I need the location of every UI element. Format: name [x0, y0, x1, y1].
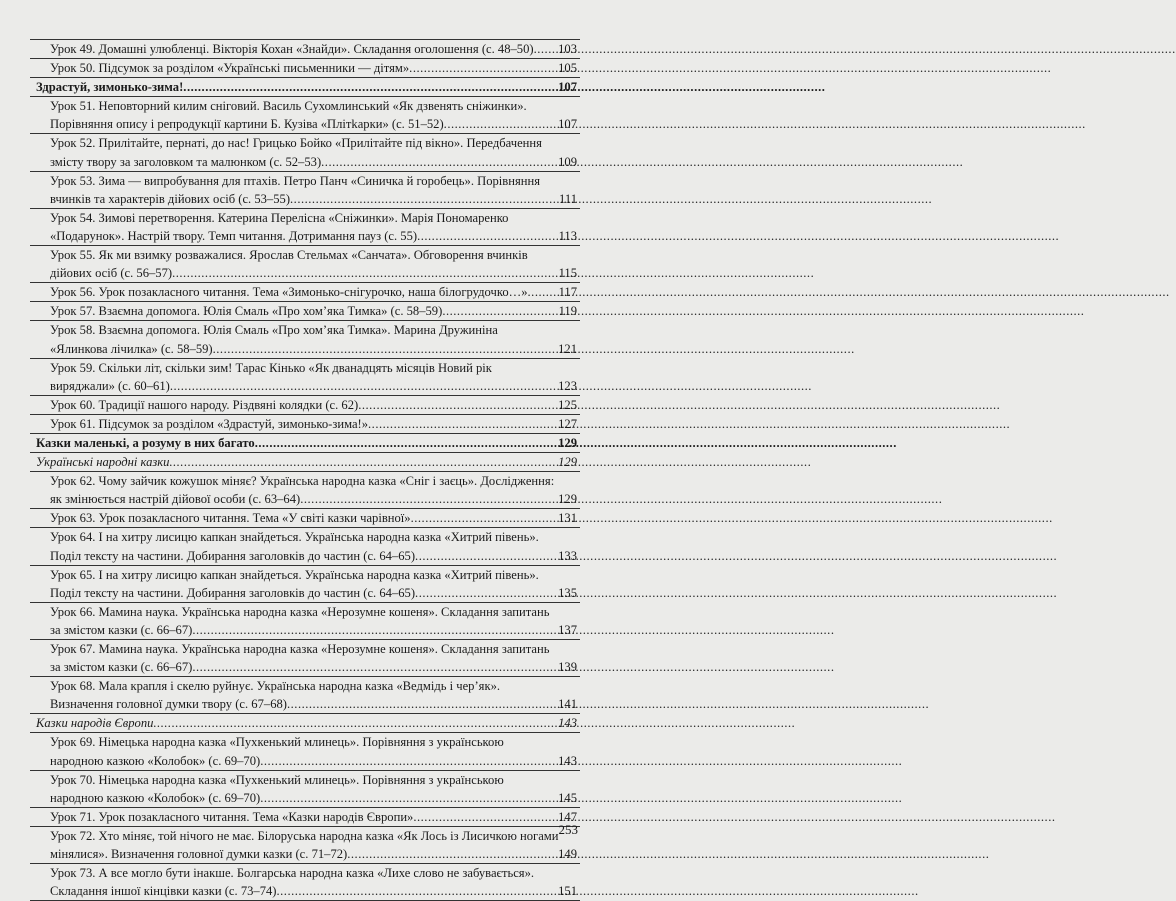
toc-entry-line [50, 566, 557, 584]
toc-section-row [30, 78, 580, 97]
toc-entry-line [50, 321, 557, 339]
toc-entry-line [50, 134, 557, 152]
toc-row [30, 864, 580, 901]
toc-entry-text [50, 472, 557, 508]
toc-page-number: 127 [558, 416, 577, 431]
toc-entry-line-text: Урок 65. І на хитру лисицю капкан знайдеться. Українська народна казка «Хитрий півень». [50, 567, 539, 582]
toc-entry-line-text: Поділ тексту на частини. Добирання заголовків до частин (с. 64–65) [50, 548, 416, 563]
toc-entry-line-text: Порівняння опису і репродукції картини Б. Кузіва «Плітkарки» (с. 51–52) [50, 117, 444, 132]
toc-entry-line-text: «Ялинкова лічилка» (с. 58–59) [50, 341, 213, 356]
toc-entry-line [50, 302, 558, 320]
toc-entry-line-text: Урок 57. Взаємна допомога. Юлія Смаль «Про хом’яка Тимка» (с. 58–59) [50, 304, 443, 319]
toc-subsection-row [30, 714, 580, 733]
toc-entry-line [50, 59, 557, 77]
dot-leader [409, 59, 1051, 77]
page-number: 253 [558, 822, 578, 837]
toc-entry-line [50, 528, 557, 546]
toc-row [30, 603, 580, 640]
dot-leader [300, 490, 942, 508]
toc-row [30, 172, 580, 209]
table-of-contents [30, 39, 580, 901]
toc-entry-line-text: Урок 72. Хто міняє, той нічого не має. Білоруська народна казка «Як Лось із Лисичкою ногами [50, 828, 559, 843]
dot-leader [411, 509, 1053, 527]
dot-leader [170, 377, 812, 395]
toc-entry-line [50, 603, 557, 621]
toc-entry-line [50, 209, 558, 227]
toc-row [30, 283, 580, 302]
toc-entry-line-text: Урок 51. Неповторний килим сніговий. Василь Сухомлинський «Як дзвенять сніжинки». [50, 99, 527, 114]
toc-entry-line [50, 40, 557, 58]
toc-entry-text [50, 640, 557, 676]
toc-entry-line [50, 640, 557, 658]
toc-entry-line-text: Урок 50. Підсумок за розділом «Українські письменники — дітям» [50, 61, 410, 76]
toc-entry-line-text: Урок 54. Зимові перетворення. Катерина Перелісна «Сніжинки». Марія Пономаренко [50, 210, 509, 225]
toc-entry-line [50, 472, 557, 490]
toc-entry-line [50, 246, 558, 264]
dot-leader [347, 845, 989, 863]
toc-entry-line-text: Урок 60. Традиції нашого народу. Різдвяні колядки (с. 62) [50, 397, 359, 412]
toc-entry-line [36, 453, 557, 471]
toc-entry-line-text: Урок 53. Зима — випробування для птахів. Петро Панч «Синичка й горобець». Порівняння [50, 173, 541, 188]
toc-row [30, 396, 580, 415]
toc-entry-text [50, 209, 558, 245]
toc-page-number: 109 [558, 154, 577, 169]
toc-entry-text [36, 434, 557, 452]
dot-leader [415, 547, 1057, 565]
toc-row [30, 808, 580, 827]
toc-page-number: 145 [558, 790, 577, 805]
toc-entry-line-text: Урок 55. Як ми взимку розважалися. Ярослав Стельмах «Санчата». Обговорення вчинків [50, 248, 528, 263]
toc-page-number: 141 [558, 697, 577, 712]
toc-entry-line [50, 621, 557, 639]
toc-page-number: 119 [558, 304, 577, 319]
toc-page-number: 129 [558, 455, 577, 470]
toc-entry-text [50, 134, 557, 170]
toc-page-number: 115 [558, 266, 577, 281]
toc-entry-line [50, 377, 557, 395]
toc-entry-text [50, 246, 558, 282]
toc-page-number: 133 [558, 548, 577, 563]
toc-entry-line-text: Поділ тексту на частини. Добирання заголовків до частин (с. 64–65) [50, 585, 416, 600]
toc-row [30, 733, 580, 770]
toc-entry-line-text: Урок 63. Урок позакласного читання. Тема «У світі казки чарівної» [50, 511, 411, 526]
toc-row [30, 246, 580, 283]
dot-leader [213, 340, 855, 358]
toc-entry-text [50, 808, 557, 826]
toc-entry-text [50, 59, 557, 77]
toc-entry-text [50, 603, 557, 639]
toc-entry-line-text: Казки маленькі, а розуму в них багато [36, 435, 255, 450]
toc-entry-line-text: Урок 66. Мамина наука. Українська народна казка «Нерозумне кошеня». Складання запитань [50, 604, 550, 619]
toc-row [30, 97, 580, 134]
toc-entry-line [50, 172, 558, 190]
toc-entry-text [36, 78, 557, 96]
dot-leader [153, 714, 795, 732]
toc-row [30, 40, 580, 59]
toc-entry-text [36, 714, 557, 732]
dot-leader [417, 227, 1059, 245]
toc-entry-line-text: народною казкою «Колобок» (с. 69–70) [50, 753, 261, 768]
toc-entry-line [50, 97, 557, 115]
toc-entry-line [50, 227, 558, 245]
toc-page-number: 121 [558, 341, 577, 356]
toc-page-number: 137 [558, 622, 577, 637]
toc-entry-line [50, 264, 558, 282]
toc-row [30, 472, 580, 509]
toc-entry-line-text: змісту твору за заголовком та малюнком (с. 52–53) [50, 154, 322, 169]
toc-entry-line [50, 845, 557, 863]
toc-entry-line [36, 434, 557, 452]
toc-page-number: 151 [558, 884, 577, 899]
toc-entry-line-text: мінялися». Визначення головної думки казки (с. 71–72) [50, 847, 348, 862]
toc-page-number: 113 [558, 228, 577, 243]
toc-page-number: 143 [558, 716, 577, 731]
toc-entry-line [50, 658, 557, 676]
toc-entry-line [50, 677, 557, 695]
toc-row [30, 209, 580, 246]
toc-page-number: 125 [558, 397, 577, 412]
toc-row [30, 827, 580, 864]
dot-leader [528, 283, 1170, 301]
toc-entry-line [50, 584, 557, 602]
dot-leader [444, 115, 1086, 133]
toc-entry-text [50, 321, 557, 357]
toc-page-number: 107 [558, 80, 577, 95]
toc-entry-line-text: Складання іншої кінцівки казки (с. 73–74) [50, 884, 277, 899]
toc-entry-line-text: Урок 56. Урок позакласного читання. Тема «Зимонько-снігурочко, наша білогрудочко…» [50, 285, 528, 300]
toc-entry-line-text: за змістом казки (с. 66–67) [50, 660, 193, 675]
toc-entry-text [50, 172, 558, 208]
dot-leader [277, 882, 919, 900]
toc-page-number: 149 [558, 847, 577, 862]
toc-page-number: 129 [558, 492, 577, 507]
toc-entry-line-text: як змінюється настрій дійової особи (с. 63–64) [50, 492, 301, 507]
toc-entry-line [50, 509, 557, 527]
toc-entry-line [50, 827, 557, 845]
toc-entry-line-text: Урок 67. Мамина наука. Українська народна казка «Нерозумне кошеня». Складання запитань [50, 642, 550, 656]
dot-leader [358, 396, 1000, 414]
toc-entry-line [50, 415, 557, 433]
toc-row [30, 359, 580, 396]
toc-row [30, 302, 580, 321]
toc-entry-line [50, 115, 557, 133]
toc-page-number: 105 [558, 61, 577, 76]
toc-entry-text [50, 97, 557, 133]
toc-entry-text [50, 40, 557, 58]
toc-page-number: 147 [558, 809, 577, 824]
toc-entry-line-text: Урок 64. І на хитру лисицю капкан знайдеться. Українська народна казка «Хитрий півень». [50, 530, 539, 545]
toc-page-number: 123 [558, 378, 577, 393]
toc-entry-line-text: Визначення головної думки твору (с. 67–68) [50, 697, 287, 712]
toc-entry-line [50, 789, 557, 807]
toc-page-number: 139 [558, 660, 577, 675]
dot-leader [192, 621, 834, 639]
toc-page-number: 117 [558, 285, 577, 300]
toc-entry-text [36, 453, 557, 471]
dot-leader [260, 752, 902, 770]
dot-leader [172, 264, 814, 282]
dot-leader [321, 153, 963, 171]
toc-entry-line [50, 283, 558, 301]
toc-entry-line [50, 547, 557, 565]
toc-entry-line-text: за змістом казки (с. 66–67) [50, 622, 193, 637]
toc-entry-line [50, 695, 557, 713]
toc-entry-text [50, 733, 557, 769]
toc-page-number: 129 [558, 435, 577, 450]
toc-entry-text [50, 359, 557, 395]
toc-entry-text [50, 415, 557, 433]
toc-entry-line [36, 714, 557, 732]
toc-entry-line [50, 882, 557, 900]
toc-section-row [30, 434, 580, 453]
toc-entry-line-text: Урок 52. Прилітайте, пернаті, до нас! Грицько Бойко «Прилітайте під вікно». Передбачення [50, 136, 542, 151]
toc-entry-line [50, 490, 557, 508]
toc-row [30, 134, 580, 171]
dot-leader [169, 453, 811, 471]
toc-entry-text [50, 509, 557, 527]
toc-entry-line [50, 864, 557, 882]
toc-entry-line [50, 396, 557, 414]
toc-page-number: 111 [559, 191, 577, 206]
toc-row [30, 59, 580, 78]
toc-entry-line-text: виряджали» (с. 60–61) [50, 378, 170, 393]
toc-row [30, 415, 580, 434]
toc-page-number: 131 [558, 511, 577, 526]
toc-entry-line-text: Урок 70. Німецька народна казка «Пухкенький млинець». Порівняння з українською [50, 772, 504, 787]
dot-leader [415, 584, 1057, 602]
toc-row [30, 640, 580, 677]
toc-entry-line-text: «Подарунок». Настрій твору. Темп читання. Дотримання пауз (с. 55) [50, 228, 418, 243]
toc-entry-line-text: Урок 68. Мала крапля і скелю руйнує. Українська народна казка «Ведмідь і чер’як». [50, 679, 501, 694]
toc-entry-line [50, 808, 557, 826]
toc-row [30, 509, 580, 528]
dot-leader [183, 78, 825, 96]
dot-leader [534, 40, 1176, 58]
toc-entry-line-text: Українські народні казки [36, 455, 170, 470]
toc-entry-line [50, 340, 557, 358]
toc-entry-line [50, 771, 557, 789]
toc-entry-line-text: Урок 62. Чому зайчик кожушок міняє? Українська народна казка «Сніг і заєць». Дослідження: [50, 474, 555, 489]
toc-entry-line [50, 752, 557, 770]
toc-page-number: 143 [558, 753, 577, 768]
dot-leader [368, 415, 1010, 433]
toc-row [30, 566, 580, 603]
dot-leader [442, 302, 1084, 320]
toc-entry-line-text: Урок 73. А все могло бути інакше. Болгарська народна казка «Лихе слово не забувається». [50, 866, 535, 881]
toc-entry-text [50, 528, 557, 564]
toc-entry-text [50, 677, 557, 713]
toc-entry-line-text: Урок 71. Урок позакласного читання. Тема «Казки народів Європи» [50, 809, 414, 824]
toc-entry-line-text: Урок 59. Скільки літ, скільки зим! Тарас Кінько «Як дванадцять місяців Новий рік [50, 360, 492, 375]
toc-entry-text [50, 827, 557, 863]
toc-subsection-row [30, 453, 580, 472]
toc-entry-line-text: Урок 61. Підсумок за розділом «Здрастуй, зимонько-зима!» [50, 416, 369, 431]
toc-entry-line [50, 359, 557, 377]
toc-entry-text [50, 864, 557, 900]
toc-entry-line-text: народною казкою «Колобок» (с. 69–70) [50, 790, 261, 805]
toc-entry-line-text: Казки народів Європи [36, 716, 154, 731]
toc-entry-line-text: Урок 69. Німецька народна казка «Пухкенький млинець». Порівняння з українською [50, 735, 504, 750]
toc-entry-text [50, 771, 557, 807]
dot-leader [413, 808, 1055, 826]
toc-row [30, 321, 580, 358]
toc-page-number: 107 [558, 117, 577, 132]
toc-entry-line-text: Урок 58. Взаємна допомога. Юлія Смаль «Про хом’яка Тимка». Марина Дружиніна [50, 323, 498, 338]
toc-entry-text [50, 396, 557, 414]
toc-page-number: 103 [558, 42, 577, 56]
toc-entry-line [50, 190, 558, 208]
dot-leader [260, 789, 902, 807]
toc-entry-line-text: дійових осіб (с. 56–57) [50, 266, 173, 281]
toc-entry-line-text: вчинків та характерів дійових осіб (с. 53–55) [50, 191, 291, 206]
dot-leader [192, 658, 834, 676]
toc-page-number: 135 [558, 585, 577, 600]
toc-entry-line [36, 78, 557, 96]
toc-entry-line-text: Урок 49. Домашні улюбленці. Вікторія Кохан «Знайди». Складання оголошення (с. 48–50) [50, 42, 534, 56]
toc-entry-line [50, 733, 557, 751]
toc-row [30, 771, 580, 808]
toc-entry-line-text: Здрастуй, зимонько-зима! [36, 80, 184, 95]
toc-row [30, 528, 580, 565]
dot-leader [287, 695, 929, 713]
dot-leader [290, 190, 932, 208]
toc-row [30, 677, 580, 714]
toc-entry-text [50, 302, 558, 320]
toc-entry-text [50, 566, 557, 602]
toc-entry-text [50, 283, 558, 301]
toc-entry-line [50, 153, 557, 171]
